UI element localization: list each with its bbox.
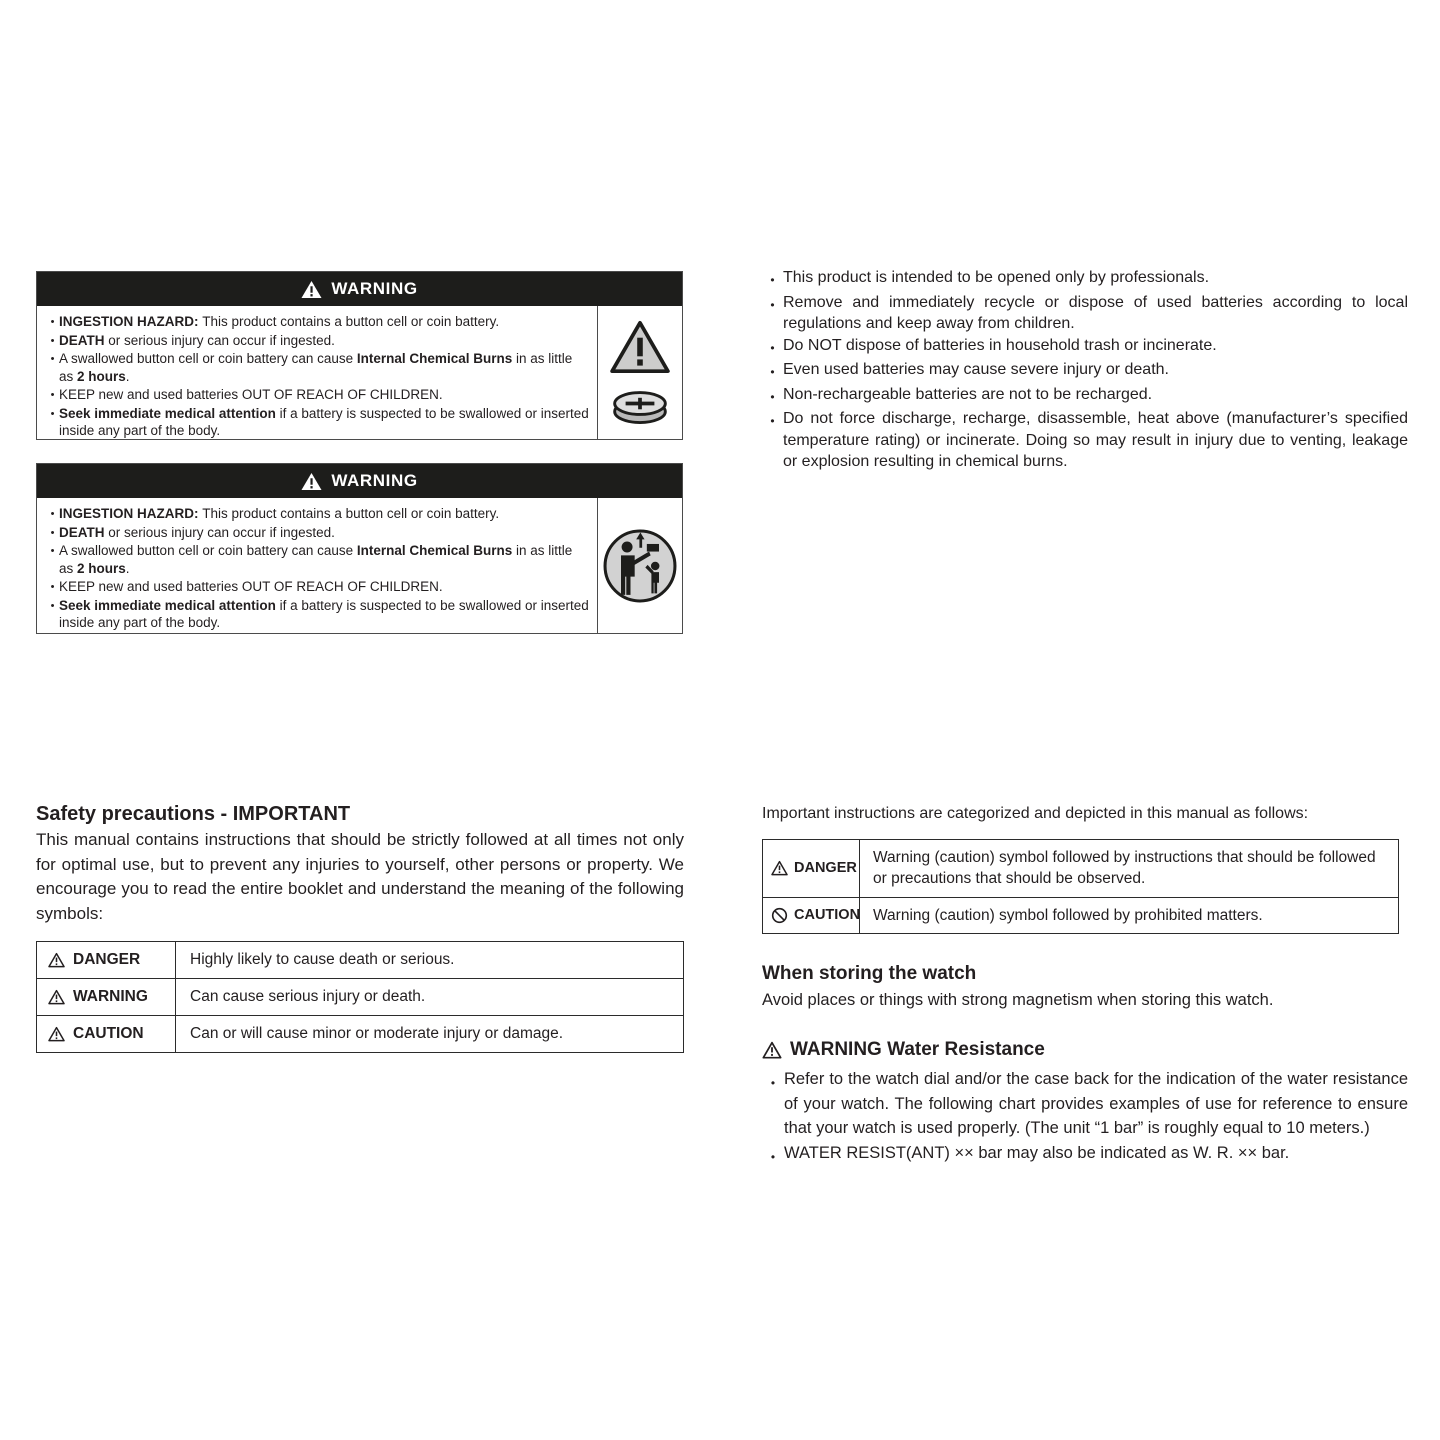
symbol-meaning-table — [36, 941, 684, 1053]
bullet-icon: • — [770, 273, 775, 287]
warning-box-header — [37, 272, 682, 306]
table-row — [36, 979, 684, 1016]
list-item — [46, 578, 589, 597]
table-label-text: CAUTION — [73, 1024, 144, 1042]
categories-table — [762, 839, 1399, 934]
warning-box-body — [37, 498, 682, 633]
warning-triangle-icon — [48, 952, 65, 968]
table-desc-text: Warning (caution) symbol followed by prohibited matters. — [873, 906, 1263, 924]
warning-triangle-icon — [301, 472, 322, 491]
table-label-cell — [37, 942, 176, 978]
table-desc-cell — [860, 898, 1398, 934]
safety-precautions-section — [36, 801, 684, 1053]
storing-watch-title: When storing the watch — [762, 963, 977, 985]
list-item-text: INGESTION HAZARD: This product contains a button cell or coin battery. — [59, 506, 500, 521]
prohibition-icon — [771, 907, 788, 924]
list-item — [762, 1141, 1408, 1170]
warning-triangle-icon — [48, 1026, 65, 1042]
section-title: Safety precautions - IMPORTANT — [36, 803, 351, 825]
bullet-icon: • — [770, 1076, 776, 1091]
table-label-text: CAUTION — [794, 907, 861, 924]
battery-notes-list — [762, 267, 1408, 473]
list-item-text: Refer to the watch dial and/or the case back for the indication of the water resistance of your watch. The following chart provides examples of use for reference to ensure that your watch is used properly. (The unit “1 bar” is roughly equal to 10 meters.) — [784, 1070, 1408, 1138]
warning-header-label: WARNING — [331, 471, 418, 490]
list-item-text: INGESTION HAZARD: This product contains a button cell or coin battery. — [59, 314, 500, 329]
table-desc-cell — [176, 979, 683, 1015]
instructions-categories-section — [762, 803, 1408, 1169]
list-item-text: Non-rechargeable batteries are not to be recharged. — [783, 385, 1153, 403]
bullet-icon: • — [50, 388, 55, 401]
bullet-icon: • — [770, 414, 775, 428]
bullet-icon: • — [770, 365, 775, 379]
warning-triangle-icon — [48, 989, 65, 1005]
table-label-text: WARNING — [73, 987, 148, 1005]
water-resistance-title — [762, 1038, 1408, 1062]
table-desc-cell — [176, 1016, 683, 1052]
list-item — [762, 408, 1408, 473]
table-desc-text: Can cause serious injury or death. — [190, 987, 426, 1005]
list-item — [46, 597, 589, 632]
warning-triangle-icon — [762, 1041, 782, 1059]
water-resistance-label: WARNING Water Resistance — [790, 1039, 1045, 1061]
bullet-icon: • — [770, 340, 775, 355]
list-item — [762, 359, 1408, 384]
bullet-icon: • — [50, 334, 55, 347]
table-row — [36, 1016, 684, 1053]
warning-triangle-icon — [771, 860, 788, 876]
warning-box-body — [37, 306, 682, 439]
list-item — [762, 292, 1408, 335]
list-item — [762, 267, 1408, 292]
list-item-text: DEATH or serious injury can occur if ingested. — [59, 332, 335, 348]
table-desc-cell — [860, 840, 1398, 897]
list-item-text: Do not force discharge, recharge, disassemble, heat above (manufacturer’s specified temperature rating) or incinerate. Doing so may result in injury due to venting, leakage or explosion resulting in chemical burns. — [783, 410, 1408, 470]
bullet-icon: • — [50, 580, 55, 593]
bullet-icon: • — [50, 599, 55, 612]
table-row — [762, 839, 1399, 898]
table-desc-cell — [176, 942, 683, 978]
warning-bullet-list — [37, 498, 597, 633]
list-item — [46, 332, 589, 351]
list-item-text: WATER RESIST(ANT) ×× bar may also be indicated as W. R. ×× bar. — [784, 1143, 1290, 1162]
warning-icon-column — [597, 306, 682, 439]
table-desc-text: Highly likely to cause death or serious. — [190, 950, 455, 968]
bullet-icon: • — [50, 526, 55, 539]
list-item-text: This product is intended to be opened only by professionals. — [783, 269, 1210, 286]
list-item — [46, 405, 589, 440]
table-label-cell — [763, 840, 860, 897]
table-label-cell — [763, 898, 860, 934]
list-item — [46, 505, 589, 524]
coin-battery-icon — [611, 388, 669, 426]
warning-triangle-icon — [301, 280, 322, 299]
table-row — [762, 898, 1399, 935]
water-resistance-list — [762, 1067, 1408, 1169]
categories-intro: Important instructions are categorized and depicted in this manual as follows: — [762, 805, 1309, 822]
list-item — [762, 335, 1408, 360]
warning-box-header — [37, 464, 682, 498]
table-label-cell — [37, 1016, 176, 1052]
list-item-text: A swallowed button cell or coin battery can cause Internal Chemical Burns in as little as 2 hours. — [59, 351, 573, 385]
warning-box-ingestion-hazard-2 — [36, 463, 683, 634]
list-item — [46, 524, 589, 543]
list-item-text: KEEP new and used batteries OUT OF REACH OF CHILDREN. — [59, 386, 443, 402]
list-item-text: Even used batteries may cause severe injury or death. — [783, 361, 1169, 378]
list-item-text: KEEP new and used batteries OUT OF REACH OF CHILDREN. — [59, 578, 443, 594]
table-label-text: DANGER — [794, 860, 857, 877]
bullet-icon: • — [50, 508, 55, 520]
list-item — [762, 1067, 1408, 1141]
list-item-text: Seek immediate medical attention if a battery is suspected to be swallowed or inserted inside any part of the body. — [59, 405, 589, 439]
warning-header-label: WARNING — [331, 279, 418, 298]
warning-bullet-list — [37, 306, 597, 439]
bullet-icon: • — [770, 1149, 776, 1164]
list-item-text: Remove and immediately recycle or dispose of used batteries according to local regulations and keep away from children. — [783, 293, 1408, 332]
section-body: This manual contains instructions that should be strictly followed at all times not only for optimal use, but to prevent any injuries to yourself, other persons or property. We encourage you to read the entire booklet and understand the meaning of the following symbols: — [36, 830, 684, 923]
warning-box-ingestion-hazard-1 — [36, 271, 683, 440]
bullet-icon: • — [50, 545, 55, 558]
list-item-text: DEATH or serious injury can occur if ingested. — [59, 524, 335, 540]
storing-watch-body: Avoid places or things with strong magnetism when storing this watch. — [762, 991, 1274, 1010]
list-item-text: A swallowed button cell or coin battery can cause Internal Chemical Burns in as little as 2 hours. — [59, 543, 573, 577]
bullet-icon: • — [770, 297, 775, 312]
list-item-text: Do NOT dispose of batteries in household trash or incinerate. — [783, 336, 1217, 354]
warning-icon-column — [597, 498, 682, 633]
table-row — [36, 941, 684, 979]
warning-triangle-icon — [609, 319, 671, 375]
keep-away-from-children-icon — [602, 528, 678, 604]
bullet-icon: • — [50, 316, 55, 328]
list-item — [46, 386, 589, 405]
bullet-icon: • — [50, 407, 55, 420]
table-label-cell — [37, 979, 176, 1015]
list-item — [46, 350, 589, 385]
list-item-text: Seek immediate medical attention if a battery is suspected to be swallowed or inserted inside any part of the body. — [59, 597, 589, 631]
list-item — [762, 384, 1408, 409]
table-desc-text: Can or will cause minor or moderate injury or damage. — [190, 1024, 564, 1042]
bullet-icon: • — [50, 353, 55, 366]
table-label-text: DANGER — [73, 950, 141, 968]
list-item — [46, 542, 589, 577]
bullet-icon: • — [770, 389, 775, 404]
list-item — [46, 313, 589, 332]
table-desc-text: Warning (caution) symbol followed by instructions that should be followed or precautions that should be observed. — [873, 848, 1376, 888]
